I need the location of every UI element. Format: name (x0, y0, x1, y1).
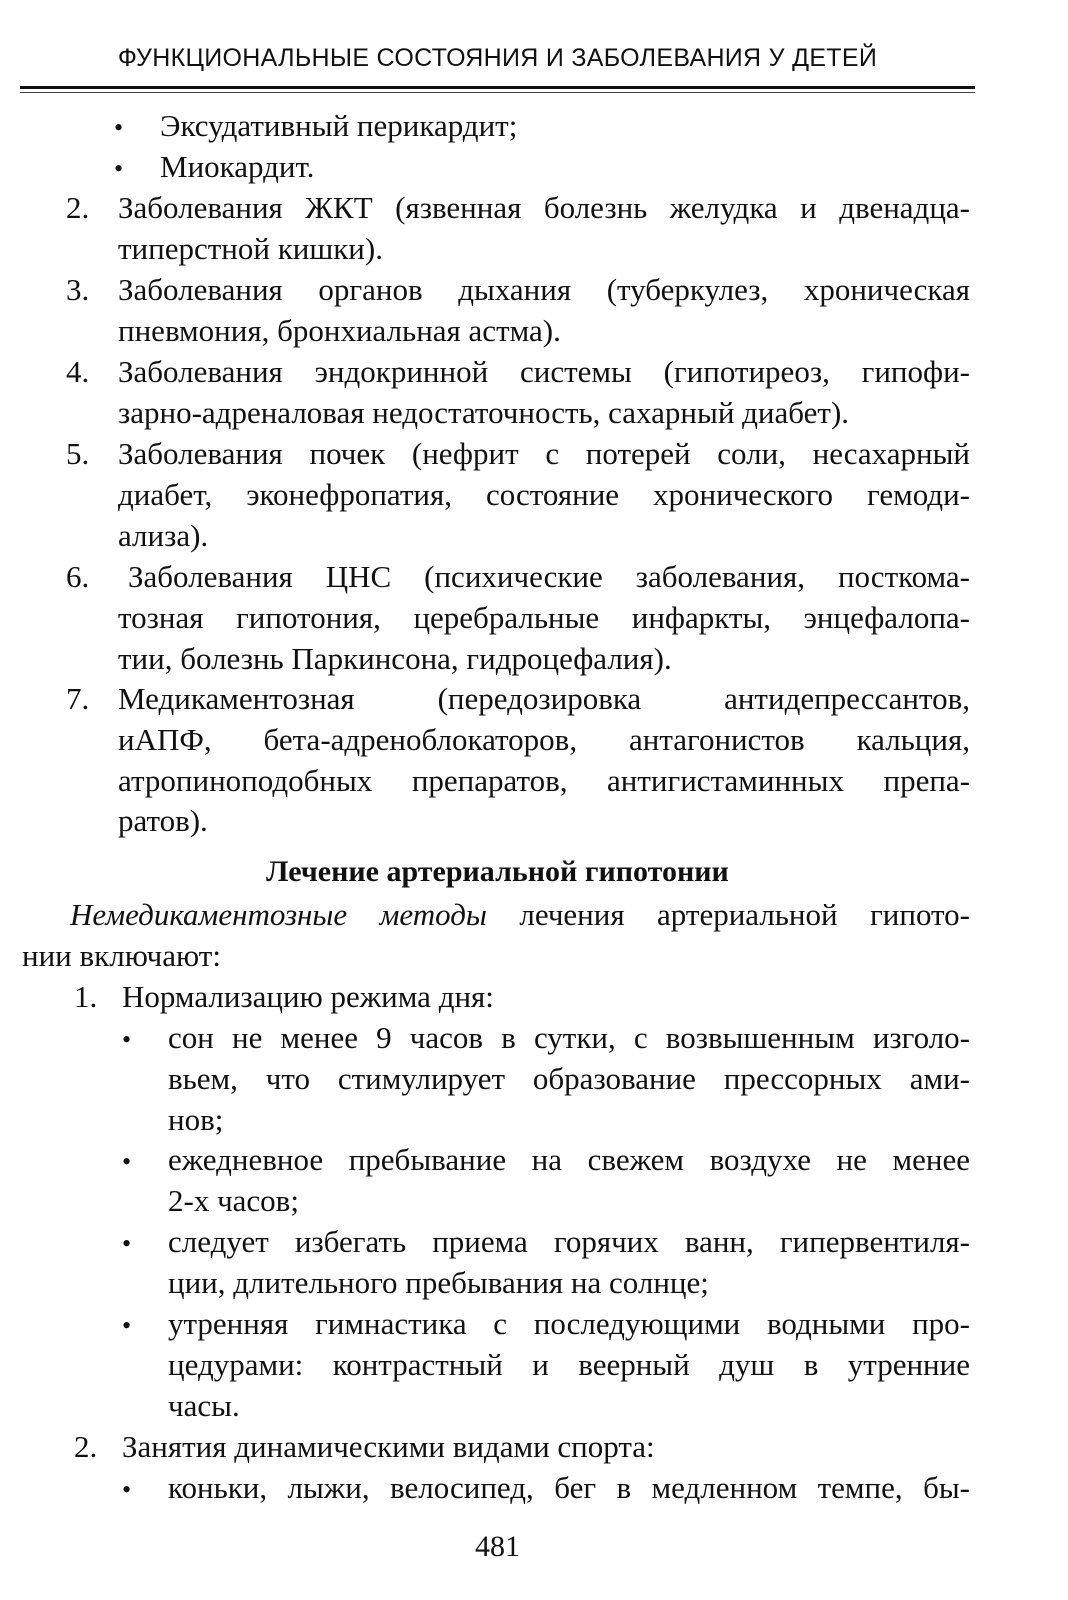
bullet-marker: • (122, 1229, 132, 1258)
intro-italic: Немедикаментозные методы (70, 897, 487, 932)
list-item: следует избегать приема горячих ванн, гипервентиля- ции, длительного пребывания на солнце; (168, 1224, 970, 1300)
intro-paragraph (22, 895, 970, 977)
list-number: 3. (66, 272, 90, 307)
list-item: сон не менее 9 часов в сутки, с возвышенным изголо- вьем, что стимулирует образование прессорных ами- нов; (168, 1020, 970, 1137)
intro-rest: лечения артериальной гипото- (486, 897, 970, 932)
bullet-marker: • (122, 1475, 132, 1504)
list-number: 1. (74, 979, 98, 1014)
list-item: Миокардит. (160, 149, 315, 184)
running-header: ФУНКЦИОНАЛЬНЫЕ СОСТОЯНИЯ И ЗАБОЛЕВАНИЯ У ДЕТЕЙ (117, 44, 878, 72)
bullet-marker: • (114, 113, 124, 142)
bullet-marker: • (122, 1311, 132, 1340)
list-number: 2. (74, 1429, 98, 1464)
bullet-marker: • (114, 154, 124, 183)
list-item: ежедневное пребывание на свежем воздухе не менее 2-х часов; (168, 1142, 970, 1218)
list-number: 2. (66, 190, 90, 225)
list-item: утренняя гимнастика с последующими водными про- цедурами: контрастный и веерный душ в утренние часы. (168, 1306, 970, 1423)
list-item: Заболевания почек (нефрит с потерей соли, несахарный диабет, эконефропатия, состояние хронического гемоди- ализа). (118, 436, 970, 553)
list-item: Заболевания эндокринной системы (гипотиреоз, гипофи- зарно-адреналовая недостаточность, сахарный диабет). (118, 354, 970, 430)
list-item: Медикаментозная (передозировка антидепрессантов, иАПФ, бета-адреноблокаторов, антагонистов кальция, атропиноподобных препаратов, антигистаминных препа- ратов). (118, 681, 970, 839)
list-number: 4. (66, 354, 90, 389)
list-item-label: Занятия динамическими видами спорта: (122, 1429, 655, 1464)
list-number: 6. (66, 559, 90, 594)
list-item-label: Нормализацию режима дня: (122, 979, 494, 1014)
list-item: коньки, лыжи, велосипед, бег в медленном темпе, бы- (168, 1470, 970, 1505)
list-item: Заболевания ЦНС (психические заболевания, посткома- тозная гипотония, церебральные инфаркты, энцефалопа- тии, болезнь Паркинсона, гидроцефалия). (118, 559, 970, 676)
list-number: 5. (66, 436, 90, 471)
intro-line-2: нии включают: (22, 937, 221, 973)
list-item: Заболевания органов дыхания (туберкулез, хроническая пневмония, бронхиальная астма). (118, 272, 970, 348)
list-number: 7. (66, 681, 90, 716)
bullet-marker: • (122, 1025, 132, 1054)
page-number: 481 (475, 1530, 520, 1563)
list-item: Заболевания ЖКТ (язвенная болезнь желудка и двенадца- типерстной кишки). (118, 190, 970, 266)
list-item: Эксудативный перикардит; (160, 108, 518, 143)
bullet-marker: • (122, 1147, 132, 1176)
section-heading: Лечение артериальной гипотонии (266, 855, 729, 888)
